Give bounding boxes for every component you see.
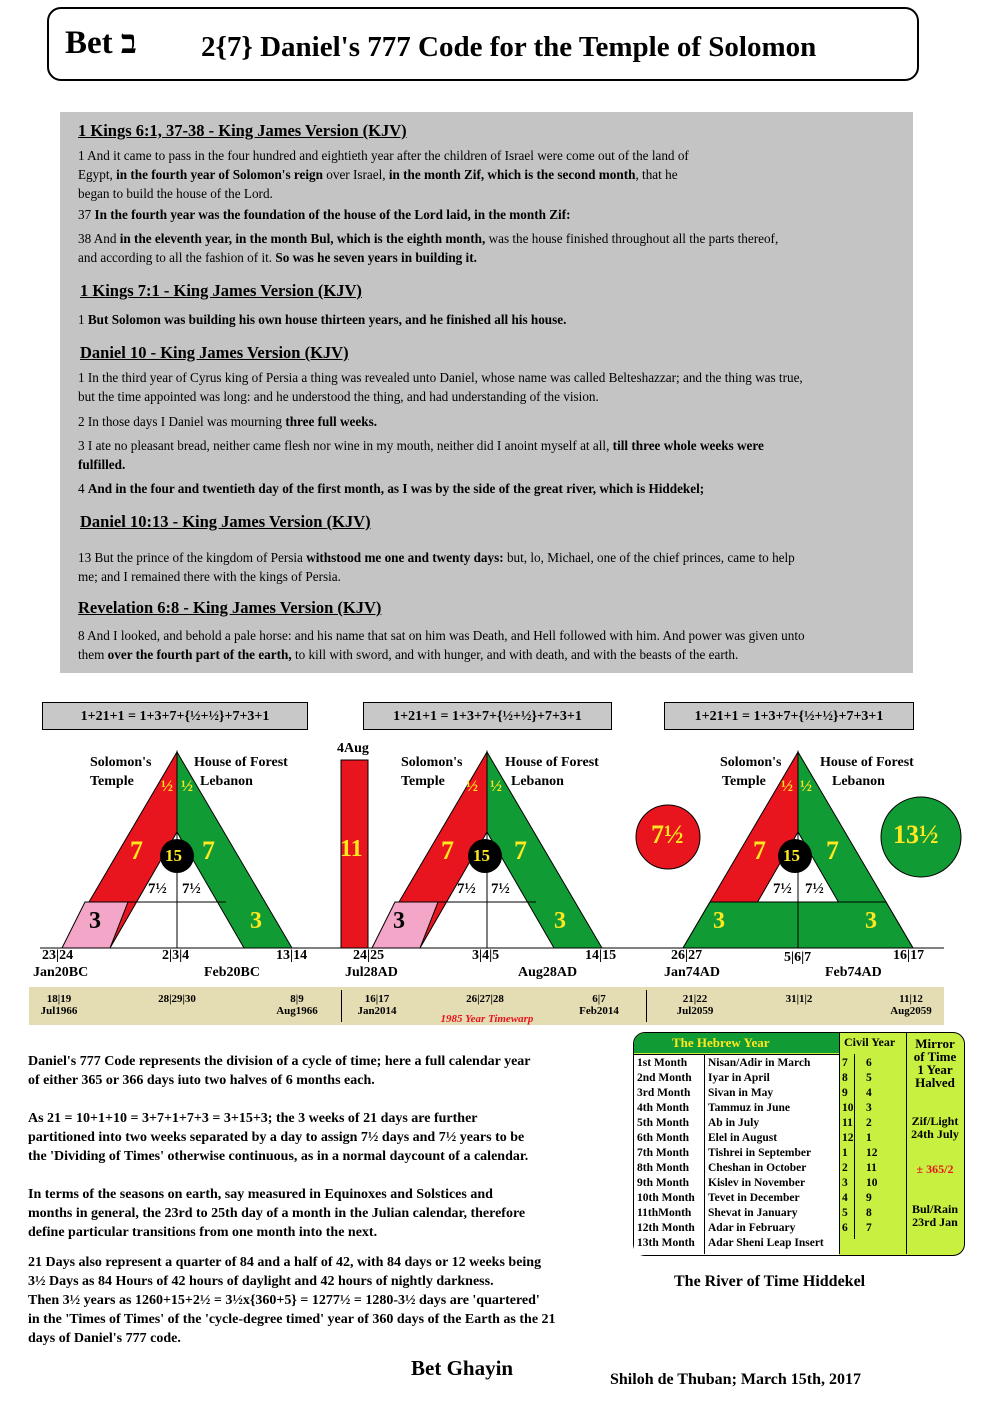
- footer-center: Bet Ghayin: [411, 1356, 514, 1380]
- seven-left: 7: [753, 836, 766, 865]
- timeline-item: 28|29|30: [158, 993, 196, 1005]
- bar-value: 11: [340, 836, 363, 862]
- verse-line: 4 And in the four and twentieth day of the first month, as I was by the side of the great river, which is Hiddekel;: [78, 481, 705, 496]
- hebrew-row-name: Shevat in January: [708, 1207, 798, 1219]
- footer-right: Shiloh de Thuban; March 15th, 2017: [610, 1371, 862, 1388]
- hebrew-row-month: 10th Month: [637, 1192, 695, 1204]
- seven-left: 7: [441, 836, 454, 865]
- hebrew-row-name: Cheshan in October: [708, 1162, 807, 1174]
- timeline-item: 21|22 Jul2059: [676, 993, 714, 1017]
- civil-a: 2: [842, 1162, 848, 1174]
- label-house-forest: House of Forest: [194, 755, 288, 770]
- seven-left: 7: [130, 836, 143, 865]
- seven-half-right: 7½: [491, 881, 510, 897]
- half-right: ½: [490, 778, 502, 795]
- label-solomons: Solomon's: [720, 755, 782, 770]
- fifteen: 15: [165, 846, 182, 865]
- timeline-item: 11|12 Aug2059: [890, 993, 932, 1017]
- label-house-forest: House of Forest: [820, 755, 914, 770]
- seven-right: 7: [826, 836, 839, 865]
- half-right: ½: [800, 778, 812, 795]
- civil-b: 8: [866, 1207, 872, 1219]
- fifteen: 15: [473, 846, 490, 865]
- civil-b: 6: [866, 1057, 872, 1069]
- circle-green-label: 13½: [893, 820, 939, 849]
- civil-a: 7: [842, 1057, 848, 1069]
- verse-line: 1 In the third year of Cyrus king of Persia a thing was revealed unto Daniel, whose name was called Belteshazzar; and the thing was true,: [78, 370, 803, 385]
- tri1-right-date: Feb20BC: [204, 965, 260, 980]
- hebrew-row-name: Tevet in December: [708, 1192, 800, 1204]
- three-left: 3: [713, 908, 725, 934]
- half-left: ½: [466, 778, 478, 795]
- seven-half-left: 7½: [457, 881, 476, 897]
- tri3-mid: 5|6|7: [784, 950, 812, 965]
- verse-line: but the time appointed was long: and he understood the thing, and had understanding of the vision.: [78, 389, 599, 404]
- circle-red-label: 7½: [651, 820, 684, 849]
- timewarp-label: 1985 Year Timewarp: [440, 1013, 534, 1025]
- verse-heading: Revelation 6:8 - King James Version (KJV): [78, 598, 382, 617]
- tri1-left-date: Jan20BC: [33, 965, 89, 980]
- three-left: 3: [393, 908, 405, 934]
- verse-line: 38 And in the eleventh year, in the month Bul, which is the eighth month, was the house finished throughout all the parts thereof,: [78, 231, 779, 246]
- verse-heading: 1 Kings 6:1, 37-38 - King James Version (KJV): [78, 121, 407, 140]
- hebrew-row-name: Nisan/Adir in March: [708, 1057, 811, 1069]
- civil-b: 1: [866, 1132, 872, 1144]
- half-left: ½: [781, 778, 793, 795]
- river-caption: The River of Time Hiddekel: [674, 1273, 866, 1290]
- civil-a: 1: [842, 1147, 848, 1159]
- label-temple: Temple: [401, 774, 445, 789]
- verse-line: 1 But Solomon was building his own house thirteen years, and he finished all his house.: [78, 312, 567, 327]
- hebrew-row-name: Kislev in November: [708, 1177, 806, 1189]
- hebrew-row-name: Elel in August: [708, 1132, 778, 1144]
- zif-label: Zif/Light 24th July: [911, 1114, 959, 1141]
- hebrew-row-name: Adar in February: [708, 1222, 796, 1234]
- hebrew-row-month: 9th Month: [637, 1177, 690, 1189]
- hebrew-row-month: 4th Month: [637, 1102, 690, 1114]
- label-lebanon: Lebanon: [200, 774, 253, 789]
- seven-half-right: 7½: [182, 881, 201, 897]
- civil-b: 10: [866, 1177, 878, 1189]
- hebrew-row-name: Adar Sheni Leap Insert: [708, 1237, 824, 1249]
- label-lebanon: Lebanon: [511, 774, 564, 789]
- tri1-left-num: 23|24: [42, 948, 74, 963]
- verse-heading: Daniel 10:13 - King James Version (KJV): [80, 512, 371, 531]
- hebrew-year-table: [633, 1032, 965, 1256]
- half-right: ½: [181, 778, 193, 795]
- civil-a: 3: [842, 1177, 848, 1189]
- hebrew-row-month: 1st Month: [637, 1057, 688, 1069]
- hebrew-row-month: 3rd Month: [637, 1087, 691, 1099]
- hebrew-row-month: 8th Month: [637, 1162, 690, 1174]
- hebrew-row-month: 7th Month: [637, 1147, 690, 1159]
- hebrew-row-month: 12th Month: [637, 1222, 695, 1234]
- civil-a: 8: [842, 1072, 848, 1084]
- mirror-label: Mirror of Time 1 Year Halved: [913, 1036, 957, 1090]
- verse-line: 13 But the prince of the kingdom of Persia withstood me one and twenty days: but, lo, Michael, one of the chief princes, came to help: [78, 550, 795, 565]
- verse-line: and according to all the fashion of it. So was he seven years in building it.: [78, 250, 477, 265]
- hebrew-row-name: Iyar in April: [708, 1072, 770, 1084]
- hebrew-row-month: 11thMonth: [637, 1207, 692, 1219]
- label-solomons: Solomon's: [90, 755, 152, 770]
- tri2-mid: 3|4|5: [472, 948, 500, 963]
- formula-box: 1+21+1 = 1+3+7+{½+½}+7+3+1: [363, 702, 612, 730]
- verse-line: them over the fourth part of the earth, to kill with sword, and with hunger, and with death, and with the beasts of the earth.: [78, 647, 739, 662]
- hebrew-row-name: Tammuz in June: [708, 1102, 791, 1114]
- hebrew-title: The Hebrew Year: [672, 1035, 770, 1050]
- verse-line: 1 And it came to pass in the four hundred and eightieth year after the children of Israel were come out of the land of: [78, 148, 689, 163]
- civil-a: 5: [842, 1207, 848, 1219]
- label-solomons: Solomon's: [401, 755, 463, 770]
- tri2-left-date: Jul28AD: [345, 965, 398, 980]
- bar-top-label: 4Aug: [337, 741, 369, 756]
- formula-box: 1+21+1 = 1+3+7+{½+½}+7+3+1: [664, 702, 914, 730]
- tri3-right-date: Feb74AD: [825, 965, 882, 980]
- verse-heading: Daniel 10 - King James Version (KJV): [80, 343, 349, 362]
- timeline-divider: [646, 990, 647, 1022]
- label-house-forest: House of Forest: [505, 755, 599, 770]
- label-temple: Temple: [90, 774, 134, 789]
- civil-a: 9: [842, 1087, 848, 1099]
- civil-b: 12: [866, 1147, 878, 1159]
- timeline-strip: [29, 987, 944, 1025]
- civil-b: 4: [866, 1087, 872, 1099]
- verse-line: Egypt, in the fourth year of Solomon's reign over Israel, in the month Zif, which is the second month, that he: [78, 167, 678, 182]
- verse-line: 8 And I looked, and behold a pale horse: and his name that sat on him was Death, and Hell followed with him. And power was given unto: [78, 628, 805, 643]
- civil-b: 2: [866, 1117, 872, 1129]
- civil-a: 4: [842, 1192, 848, 1204]
- formula-box: 1+21+1 = 1+3+7+{½+½}+7+3+1: [42, 702, 308, 730]
- civil-b: 5: [866, 1072, 872, 1084]
- three-right: 3: [250, 908, 262, 934]
- label-temple: Temple: [722, 774, 766, 789]
- paragraph: 21 Days also represent a quarter of 84 and a half of 42, with 84 days or 12 weeks being 3½ Days as 84 Hours of 42 hours of daylight and 42 hours of nightly darkness. Then 3½ years as 1260+15+2½ = 3½x{360+5} = 1277½ = 1280-3½ days are 'quartered' in the 'Times of Times' of the 'cycle-degree timed' year of 360 days of the Earth as the 21 days of Daniel's 777 code.: [28, 1255, 556, 1346]
- civil-a: 6: [842, 1222, 848, 1234]
- three-right: 3: [865, 908, 877, 934]
- civil-a: 11: [842, 1117, 853, 1129]
- civil-b: 3: [866, 1102, 872, 1114]
- tri2-right-date: Aug28AD: [518, 965, 578, 980]
- tri1-right-num: 13|14: [276, 948, 308, 963]
- seven-half-left: 7½: [773, 881, 792, 897]
- tri3-left-num: 26|27: [671, 948, 703, 963]
- civil-b: 11: [866, 1162, 877, 1174]
- half-left: ½: [161, 778, 173, 795]
- page-title: 2{7} Daniel's 777 Code for the Temple of Solomon: [201, 31, 817, 63]
- verse-heading: 1 Kings 7:1 - King James Version (KJV): [80, 281, 362, 300]
- tri3-right-num: 16|17: [893, 948, 925, 963]
- fifteen: 15: [783, 846, 800, 865]
- half-year-label: ± 365/2: [916, 1162, 954, 1176]
- hebrew-row-name: Ab in July: [708, 1117, 760, 1129]
- hebrew-row-month: 2nd Month: [637, 1072, 692, 1084]
- paragraph: As 21 = 10+1+10 = 3+7+1+7+3 = 3+15+3; the 3 weeks of 21 days are further partitioned into two weeks separated by a day to assign 7½ days and 7½ years to be the 'Dividing of Times' otherwise continuous, as in a normal daycount of a calendar.: [28, 1111, 529, 1164]
- verse-line: 37 In the fourth year was the foundation of the house of the Lord laid, in the month Zif:: [78, 207, 571, 222]
- civil-a: 12: [842, 1132, 854, 1144]
- civil-a: 10: [842, 1102, 854, 1114]
- hebrew-row-month: 6th Month: [637, 1132, 690, 1144]
- label-lebanon: Lebanon: [832, 774, 885, 789]
- seven-half-left: 7½: [148, 881, 167, 897]
- verse-line: 3 I ate no pleasant bread, neither came flesh nor wine in my mouth, neither did I anoint myself at all, till three whole weeks were: [78, 438, 764, 453]
- timeline-item: 18|19 Jul1966: [40, 993, 78, 1017]
- verse-line: 2 In those days I Daniel was mourning three full weeks.: [78, 414, 378, 429]
- hebrew-row-month: 5th Month: [637, 1117, 690, 1129]
- seven-right: 7: [202, 836, 215, 865]
- timeline-item: 26|27|28: [466, 993, 504, 1005]
- hebrew-row-name: Tishrei in September: [708, 1147, 812, 1159]
- paragraph: In terms of the seasons on earth, say measured in Equinoxes and Solstices and months in general, the 23rd to 25th day of a month in the Julian calendar, therefore define particular transitions from one month into the next.: [28, 1187, 526, 1240]
- timeline-item: 8|9 Aug1966: [276, 993, 318, 1017]
- three-right: 3: [554, 908, 566, 934]
- three-left: 3: [89, 908, 101, 934]
- seven-right: 7: [514, 836, 527, 865]
- verse-line: me; and I remained there with the kings of Persia.: [78, 569, 341, 584]
- seven-half-right: 7½: [805, 881, 824, 897]
- bet-label: Bet ב: [65, 25, 137, 61]
- civil-title: Civil Year: [844, 1035, 896, 1049]
- paragraph: Daniel's 777 Code represents the division of a cycle of time; here a full calendar year of either 365 or 366 days iuto two halves of 6 months each.: [28, 1054, 531, 1088]
- civil-b: 9: [866, 1192, 872, 1204]
- tri1-mid: 2|3|4: [162, 948, 190, 963]
- hebrew-row-month: 13th Month: [637, 1237, 695, 1249]
- timeline-item: 16|17 Jan2014: [357, 993, 397, 1017]
- timeline-item: 6|7 Feb2014: [579, 993, 619, 1017]
- hebrew-row-name: Sivan in May: [708, 1087, 774, 1099]
- verses-box: [60, 112, 913, 673]
- tri2-left-num: 24|25: [353, 948, 385, 963]
- title-banner: [47, 7, 919, 81]
- bul-label: Bul/Rain 23rd Jan: [911, 1202, 959, 1229]
- civil-b: 7: [866, 1222, 872, 1234]
- verse-line: began to build the house of the Lord.: [78, 186, 273, 201]
- tri2-right-num: 14|15: [585, 948, 617, 963]
- tri3-left-date: Jan74AD: [664, 965, 721, 980]
- timeline-item: 31|1|2: [785, 993, 813, 1005]
- verse-line: fulfilled.: [78, 457, 126, 472]
